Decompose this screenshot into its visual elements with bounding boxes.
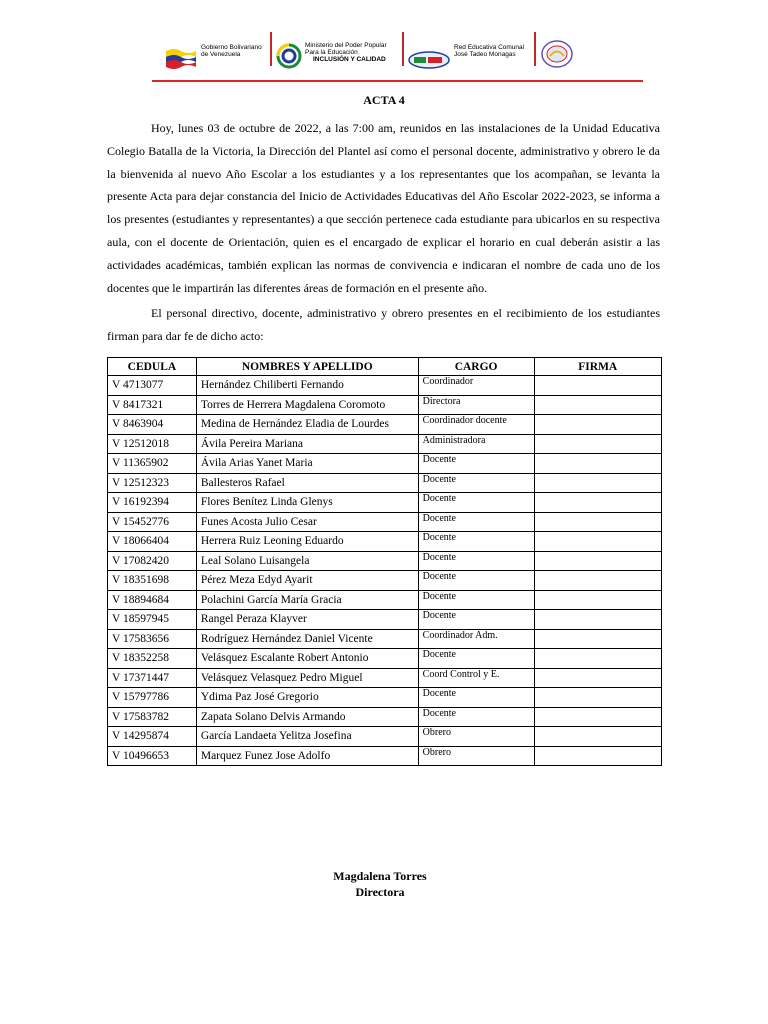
attendance-table xyxy=(107,357,662,766)
cell-cedula: V 17371447 xyxy=(108,668,197,688)
cell-cedula: V 17082420 xyxy=(108,551,197,571)
cell-nombre: Ávila Pereira Mariana xyxy=(196,434,418,454)
table-row xyxy=(108,571,662,591)
cell-nombre: Funes Acosta Julio Cesar xyxy=(196,512,418,532)
cell-cargo: Docente xyxy=(418,610,534,630)
table-row xyxy=(108,668,662,688)
cell-cedula: V 18351698 xyxy=(108,571,197,591)
header-rule xyxy=(152,80,643,82)
table-row xyxy=(108,454,662,474)
cell-firma xyxy=(534,395,661,415)
cell-firma xyxy=(534,454,661,474)
cell-nombre: Polachini García María Gracia xyxy=(196,590,418,610)
cell-cedula: V 12512323 xyxy=(108,473,197,493)
cell-cargo: Directora xyxy=(418,395,534,415)
cell-cargo: Obrero xyxy=(418,727,534,747)
cell-firma xyxy=(534,434,661,454)
cell-nombre: Flores Benítez Linda Glenys xyxy=(196,493,418,513)
cell-nombre: Velásquez Velasquez Pedro Miguel xyxy=(196,668,418,688)
ministry-label xyxy=(305,42,387,63)
cell-cargo: Docente xyxy=(418,473,534,493)
cell-nombre: Zapata Solano Delvis Armando xyxy=(196,707,418,727)
cell-firma xyxy=(534,727,661,747)
header-firma: FIRMA xyxy=(534,358,661,376)
table-row xyxy=(108,629,662,649)
cell-firma xyxy=(534,415,661,435)
cell-cargo: Coordinador docente xyxy=(418,415,534,435)
table-row xyxy=(108,551,662,571)
ministry-line3: INCLUSIÓN Y CALIDAD xyxy=(313,56,386,63)
ministry-line2: Para la Educación xyxy=(305,49,358,56)
cell-firma xyxy=(534,493,661,513)
cell-cedula: V 17583656 xyxy=(108,629,197,649)
table-row xyxy=(108,415,662,435)
cell-nombre: Ballesteros Rafael xyxy=(196,473,418,493)
cell-nombre: Pérez Meza Edyd Ayarit xyxy=(196,571,418,591)
table-row xyxy=(108,707,662,727)
cell-cedula: V 15797786 xyxy=(108,688,197,708)
cell-firma xyxy=(534,629,661,649)
ministry-line1: Ministerio del Poder Popular xyxy=(305,42,387,49)
document-title: ACTA 4 xyxy=(363,93,405,107)
gov-line1: Gobierno Bolivariano xyxy=(201,44,262,51)
cell-cargo: Administradora xyxy=(418,434,534,454)
gov-label xyxy=(201,44,262,58)
cell-firma xyxy=(534,512,661,532)
cell-nombre: Velásquez Escalante Robert Antonio xyxy=(196,649,418,669)
cell-firma xyxy=(534,668,661,688)
table-row xyxy=(108,376,662,396)
cell-cargo: Docente xyxy=(418,512,534,532)
table-row xyxy=(108,610,662,630)
table-row xyxy=(108,649,662,669)
cell-nombre: Rodríguez Hernández Daniel Vicente xyxy=(196,629,418,649)
cell-cargo: Docente xyxy=(418,688,534,708)
header-cedula: CEDULA xyxy=(108,358,197,376)
cell-nombre: Leal Solano Luisangela xyxy=(196,551,418,571)
red-label xyxy=(454,44,524,58)
table-row xyxy=(108,746,662,766)
table-header-row xyxy=(108,358,662,376)
cell-cargo: Docente xyxy=(418,493,534,513)
cell-cedula: V 14295874 xyxy=(108,727,197,747)
cell-cedula: V 12512018 xyxy=(108,434,197,454)
signer-role: Directora xyxy=(355,885,405,899)
cell-cargo: Coord Control y E. xyxy=(418,668,534,688)
cell-cedula: V 16192394 xyxy=(108,493,197,513)
signer-name: Magdalena Torres xyxy=(333,869,427,883)
cell-firma xyxy=(534,688,661,708)
cell-cargo: Docente xyxy=(418,649,534,669)
cell-cedula: V 10496653 xyxy=(108,746,197,766)
cell-firma xyxy=(534,649,661,669)
cell-cargo: Docente xyxy=(418,590,534,610)
red-line2: José Tadeo Monagas xyxy=(454,51,516,58)
cell-firma xyxy=(534,551,661,571)
header-nombres: NOMBRES Y APELLIDO xyxy=(196,358,418,376)
cell-cedula: V 15452776 xyxy=(108,512,197,532)
cell-cedula: V 11365902 xyxy=(108,454,197,474)
cell-firma xyxy=(534,610,661,630)
red-educativa-logo-icon xyxy=(408,40,450,80)
cell-nombre: Ydima Paz José Gregorio xyxy=(196,688,418,708)
cell-cedula: V 8417321 xyxy=(108,395,197,415)
separator xyxy=(402,32,404,66)
table-row xyxy=(108,688,662,708)
cell-firma xyxy=(534,376,661,396)
ministry-emblem-icon xyxy=(276,36,302,76)
table-row xyxy=(108,727,662,747)
cell-cargo: Docente xyxy=(418,454,534,474)
table-row xyxy=(108,434,662,454)
cell-nombre: Herrera Ruiz Leoning Eduardo xyxy=(196,532,418,552)
cell-firma xyxy=(534,571,661,591)
cell-firma xyxy=(534,473,661,493)
cell-cargo: Coordinador xyxy=(418,376,534,396)
red-line1: Red Educativa Comunal xyxy=(454,44,525,51)
table-row xyxy=(108,512,662,532)
separator xyxy=(270,32,272,66)
cell-cedula: V 18066404 xyxy=(108,532,197,552)
cell-nombre: Ávila Arias Yanet Maria xyxy=(196,454,418,474)
cell-cargo: Docente xyxy=(418,532,534,552)
cell-firma xyxy=(534,590,661,610)
gov-line2: de Venezuela xyxy=(201,51,241,58)
cell-cargo: Obrero xyxy=(418,746,534,766)
cell-nombre: García Landaeta Yelitza Josefina xyxy=(196,727,418,747)
cell-cedula: V 17583782 xyxy=(108,707,197,727)
paragraph-signers: El personal directivo, docente, administrativo y obrero presentes en el recibimiento de los estudiantes firman para dar fe de dicho acto: xyxy=(107,306,660,343)
cell-nombre: Torres de Herrera Magdalena Coromoto xyxy=(196,395,418,415)
cell-cargo: Docente xyxy=(418,707,534,727)
cell-firma xyxy=(534,707,661,727)
school-seal-icon xyxy=(540,34,574,74)
cell-cedula: V 8463904 xyxy=(108,415,197,435)
table-row xyxy=(108,532,662,552)
cell-cargo: Docente xyxy=(418,571,534,591)
table-row xyxy=(108,590,662,610)
cell-firma xyxy=(534,532,661,552)
cell-nombre: Rangel Peraza Klayver xyxy=(196,610,418,630)
cell-cargo: Docente xyxy=(418,551,534,571)
venezuela-flag-icon xyxy=(166,38,196,78)
table-row xyxy=(108,395,662,415)
paragraph-intro: Hoy, lunes 03 de octubre de 2022, a las 7:00 am, reunidos en las instalaciones de la Unidad Educativa Colegio Batalla de la Victoria, la Dirección del Plantel así como el personal docente, administrativo y obrero le da la bienvenida al nuevo Año Escolar a los estudiantes y a los representantes que los acompañan, se levanta la presente Acta para dejar constancia del Inicio de Actividades Educativas del Año Escolar 2022-2023, se informa a los presentes (estudiantes y representantes) a que sección pertenece cada estudiante para ubicarlos en su respectiva aula, con el docente de Orientación, quien es el encargado de explicar el horario en cual deberán asistir a las actividades académicas, también explican las normas de convivencia e indicaran el nombre de cada uno de los docentes que le impartirán las diferentes áreas de formación en el presente año. xyxy=(107,121,660,295)
cell-cedula: V 4713077 xyxy=(108,376,197,396)
header-cargo: CARGO xyxy=(418,358,534,376)
separator xyxy=(534,32,536,66)
header-logos xyxy=(164,30,604,74)
cell-cedula: V 18597945 xyxy=(108,610,197,630)
cell-cargo: Coordinador Adm. xyxy=(418,629,534,649)
table-row xyxy=(108,473,662,493)
cell-cedula: V 18894684 xyxy=(108,590,197,610)
cell-cedula: V 18352258 xyxy=(108,649,197,669)
cell-nombre: Medina de Hernández Eladia de Lourdes xyxy=(196,415,418,435)
table-row xyxy=(108,493,662,513)
cell-nombre: Hernández Chiliberti Fernando xyxy=(196,376,418,396)
cell-firma xyxy=(534,746,661,766)
cell-nombre: Marquez Funez Jose Adolfo xyxy=(196,746,418,766)
